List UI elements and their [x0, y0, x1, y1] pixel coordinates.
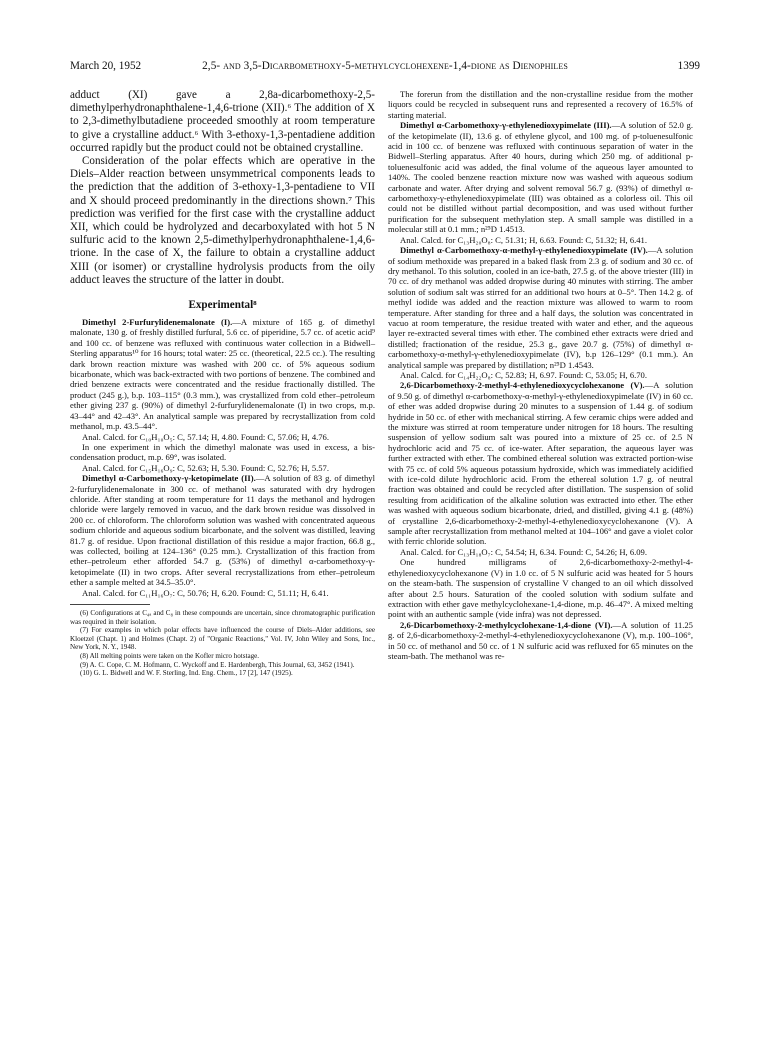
compound-title: 2,6-Dicarbomethoxy-2-methylcyclohexane-1,4-dione (VI).	[400, 619, 613, 630]
experimental-paragraph	[388, 245, 693, 370]
experimental-paragraph	[70, 473, 375, 587]
compound-title: Dimethyl α-Carbomethoxy-γ-ethylenedioxypimelate (III).	[400, 120, 612, 131]
experimental-paragraph	[388, 120, 693, 234]
left-column	[70, 89, 375, 678]
procedure-text: —A solution of 83 g. of dimethyl 2-furfurylidenemalonate in 300 cc. of methanol was saturated with dry hydrogen chloride. After standing at room temperature for 11 days the methanol and hydrogen chloride were largely removed in vacuo, and the dark brown residue was dissolved in 200 cc. of chloroform. The chloroform solution was washed with concentrated aqueous sodium chloride and aqueous sodium bicarbonate, and the solvent was distilled, leaving 81.7 g. of residue. Upon fractional distillation of this residue a major fraction, 66.8 g., was collected, boiling at 124–136° (0.25 mm.). Crystallization of this fraction from ether–petroleum ether afforded 54.7 g. (53%) of dimethyl α-carbomethoxy-γ-ketopimelate (II) in two crops. After several recrystallizations from ether–petroleum ether a sample melted at 34.5–35.0°.	[70, 473, 375, 588]
intro-paragraph: Consideration of the polar effects which are operative in the Diels–Alder reaction between unsymmetrical components leads to the prediction that the addition of 3-ethoxy-1,3-pentadiene to VII and X should proceed predominantly in the directions shown.⁷ This prediction was verified for the first case with the crystalline adduct XII, which could be hydrolyzed and decarboxylated with hot 5 N sulfuric acid to the known 2,5-dimethylperhydronaphthalene-1,4,6-trione. In the case of X, the failure to obtain a crystalline adduct XIII (or isomer) or crystalline hydrolysis products from the oily adduct leaves the structure of the latter in doubt.	[70, 155, 375, 286]
footnote: (6) Configurations at C₄ₐ and C₈ in these compounds are uncertain, since chromatographic purification was required in their isolation.	[70, 609, 375, 626]
footnote-divider	[70, 604, 150, 605]
analysis-line: Anal. Calcd. for C₁₃H₁₈O₇: C, 54.54; H, 6.34. Found: C, 54.26; H, 6.09.	[400, 546, 648, 557]
footnote: (9) A. C. Cope, C. M. Hofmann, C. Wyckoff and E. Hardenbergh, This Journal, 63, 3452 (1941).	[80, 660, 355, 669]
experimental-paragraph	[388, 380, 693, 547]
analysis-line: Anal. Calcd. for C₁₄H₂₂O₈: C, 52.83; H, 6.97. Found: C, 53.05; H, 6.70.	[400, 369, 648, 380]
analysis-line: Anal. Calcd. for C₁₁H₁₆O₇: C, 50.76; H, 6.20. Found: C, 51.11; H, 6.41.	[82, 587, 329, 598]
header-date: March 20, 1952	[70, 60, 142, 72]
analysis-line: Anal. Calcd. for C₁₃H₂₀O₈: C, 51.31; H, 6.63. Found: C, 51.32; H, 6.41.	[400, 234, 648, 245]
procedure-text: —A solution of sodium methoxide was prepared in a baked flask from 2.3 g. of sodium and 30 cc. of dry methanol. To this solution, cooled in an ice-bath, 27.5 g. of the above triester (III) in 70 cc. of dry methanol was added dropwise during 40 minutes with stirring. The amber solution of sodium salt was stirred for an additional two hours at 0–5°. Then 14.2 g. of methyl iodide was added and the reaction mixture was allowed to warm to room temperature. After standing for three and a half days, the solution was concentrated in vacuo at room temperature, the residue treated with water and ether, and the aqueous layer re-extracted several times with ether. The combined ether extracts were dried and distilled; fractionation of the residue, 25.3 g., gave 20.7 g. (75%) of dimethyl α-carbomethoxy-α-methyl-γ-ethylenedioxypimelate (IV), b.p 126–129° (0.1 mm.). An analytical sample was prepared by distillation; n²⁵D 1.4543.	[388, 245, 693, 370]
experimental-paragraph	[388, 620, 693, 662]
footnote: (7) For examples in which polar effects have influenced the course of Diels–Alder additions, see Kloetzel (Chapt. 1) and Holmes (Chapt. 2) of "Organic Reactions," Vol. IV, John Wiley and Sons, Inc., New York, N. Y., 1948.	[70, 626, 375, 652]
section-heading-experimental: Experimental⁸	[188, 299, 257, 312]
analysis-line: Anal. Calcd. for C₁₀H₁₀O₅: C, 57.14; H, 4.80. Found: C, 57.06; H, 4.76.	[82, 431, 330, 442]
experimental-paragraph	[70, 317, 375, 431]
intro-paragraph: adduct (XI) gave a 2,8a-dicarbomethoxy-2,5-dimethylperhydronaphthalene-1,4,6-trione (XII).⁶ The addition of X to 2,3-dimethylbutadiene proceeded smoothly at room temperature to give a crystalline adduct.⁶ With 3-ethoxy-1,3-pentadiene addition occurred rapidly but the product could not be obtained crystalline.	[70, 89, 375, 154]
header-title: 2,5- and 3,5-Dicarbomethoxy-5-methylcyclohexene-1,4-dione as Dienophiles	[202, 60, 568, 72]
footnote: (10) G. L. Bidwell and W. F. Sterling, Ind. Eng. Chem., 17 [2], 147 (1925).	[80, 669, 293, 678]
running-header	[70, 60, 700, 76]
procedure-text: —A solution of 52.0 g. of the ketopimelate (II), 13.6 g. of ethylene glycol, and 100 mg. of p-toluenesulfonic acid in 100 cc. of benzene was refluxed with continuous separation of water in the Bidwell–Sterling apparatus. After 40 hours, during which 250 mg. of additional p-toluenesulfonic acid was added, the final volume of the aqueous layer amounted to 140%. The cooled benzene reaction mixture now was washed with aqueous sodium carbonate and water. After drying and solvent removal 56.7 g. (93%) of dimethyl α-carbomethoxy-γ-ethylenedioxypimelate (III) was obtained as a colorless oil. This oil could not be distilled without partial decomposition, and was used without further purification for the subsequent methylation step. A small sample was distilled in a molecular still at 0.1 mm.; n²⁵D 1.4513.	[388, 120, 693, 235]
experimental-paragraph: The forerun from the distillation and the non-crystalline residue from the mother liquors could be recycled in subsequent runs and represented a recovery of 16.5% of starting material.	[388, 89, 693, 120]
compound-title: Dimethyl α-Carbomethoxy-α-methyl-γ-ethylenedioxypimelate (IV).	[400, 245, 648, 256]
procedure-text: —A solution of 11.25 g. of 2,6-dicarbomethoxy-2-methyl-4-ethylenedioxycyclohexanone (V), m.p. 100–106°, in 50 cc. of methanol and 50 cc. of 1 N sulfuric acid was refluxed for 65 minutes on the steam-bath. The methanol was re-	[388, 619, 693, 661]
analysis-line: Anal. Calcd. for C₁₅H₁₆O₉: C, 52.63; H, 5.30. Found: C, 52.76; H, 5.57.	[82, 462, 330, 473]
compound-title: Dimethyl α-Carbomethoxy-γ-ketopimelate (II).	[82, 473, 256, 484]
footnote: (8) All melting points were taken on the Kofler micro hotstage.	[80, 651, 260, 660]
compound-title: Dimethyl 2-Furfurylidenemalonate (I).	[82, 317, 233, 328]
page-number: 1399	[677, 60, 700, 72]
procedure-text: —A mixture of 165 g. of dimethyl malonate, 130 g. of freshly distilled furfural, 5.6 cc. of piperidine, 5.7 cc. of acetic acid⁹ and 100 cc. of benzene was refluxed with continuous water collection in a Bidwell–Sterling apparatus¹⁰ for 16 hours; total water: 25 cc. (theoretical, 22.5 cc.). The resulting dark brown reaction mixture was washed with 200 cc. of 5% aqueous sodium bicarbonate, which was back-extracted with two portions of benzene. The combined and dried benzene extracts were concentrated and the residue fractionally distilled. The product (245 g.), b.p. 103–115° (0.3 mm.), was crystallized from cold ether–petroleum ether giving 237 g. (90%) of dimethyl 2-furfurylidenemalonate (I) in two crops, m.p. 43–44° and 42–43°. An analytical sample was prepared by recrystallization from cold methanol, m.p. 43.5–44°.	[70, 317, 376, 432]
right-column	[388, 89, 693, 661]
compound-title: 2,6-Dicarbomethoxy-2-methyl-4-ethylenedioxycyclohexanone (V).	[400, 380, 645, 391]
experimental-paragraph: One hundred milligrams of 2,6-dicarbomethoxy-2-methyl-4-ethylenedioxycyclohexanone (V) in 1.0 cc. of 5 N sulfuric acid was heated for 5 hours on the steam-bath. The suspension of crystalline V changed to an oil which dissolved after about 2.5 hours. Saturation of the cooled solution with sodium sulfate and extraction with ether gave methylcyclohexane-1,4-dione, m.p. 46–47°. A mixed melting point with an authentic sample (vide infra) was not depressed.	[388, 557, 693, 620]
experimental-paragraph: In one experiment in which the dimethyl malonate was used in excess, a bis-condensation product, m.p. 69°, was isolated.	[70, 441, 375, 463]
procedure-text: —A solution of 9.50 g. of dimethyl α-carbomethoxy-α-methyl-γ-ethylenedioxypimelate (IV) in 60 cc. of ether was added dropwise during 20 minutes to a suspension of 1.44 g. of sodium hydride in 50 cc. of ether with mechanical stirring. A few ceramic chips were added and the mixture was stirred at room temperature under nitrogen for 18 hours. The resulting suspension of yellow sodium salt was poured into a mixture of 25 cc. of 2.5 N hydrochloric acid and 75 cc. of ice-water. After separation, the aqueous layer was further extracted with ether. The combined ethereal solution was extracted portion-wise with 75 cc. of cold 5% aqueous potassium hydroxide, which was immediately acidified with ice-cold dilute hydrochloric acid. From the ethereal solution 1.7 g. of neutral fraction was obtained and could be recycled after distillation. The suspension of solid resulting from acidification of the alkaline solution was extracted into ether. The ether was washed with aqueous sodium bicarbonate, dried, and distilled, giving 4.1 g. (48%) of crystalline 2,6-dicarbomethoxy-2-methyl-4-ethylenedioxycyclohexanone (V). A sample after recrystallization from methanol melted at 104–106° and gave a violet color with ferric chloride solution.	[388, 380, 693, 547]
